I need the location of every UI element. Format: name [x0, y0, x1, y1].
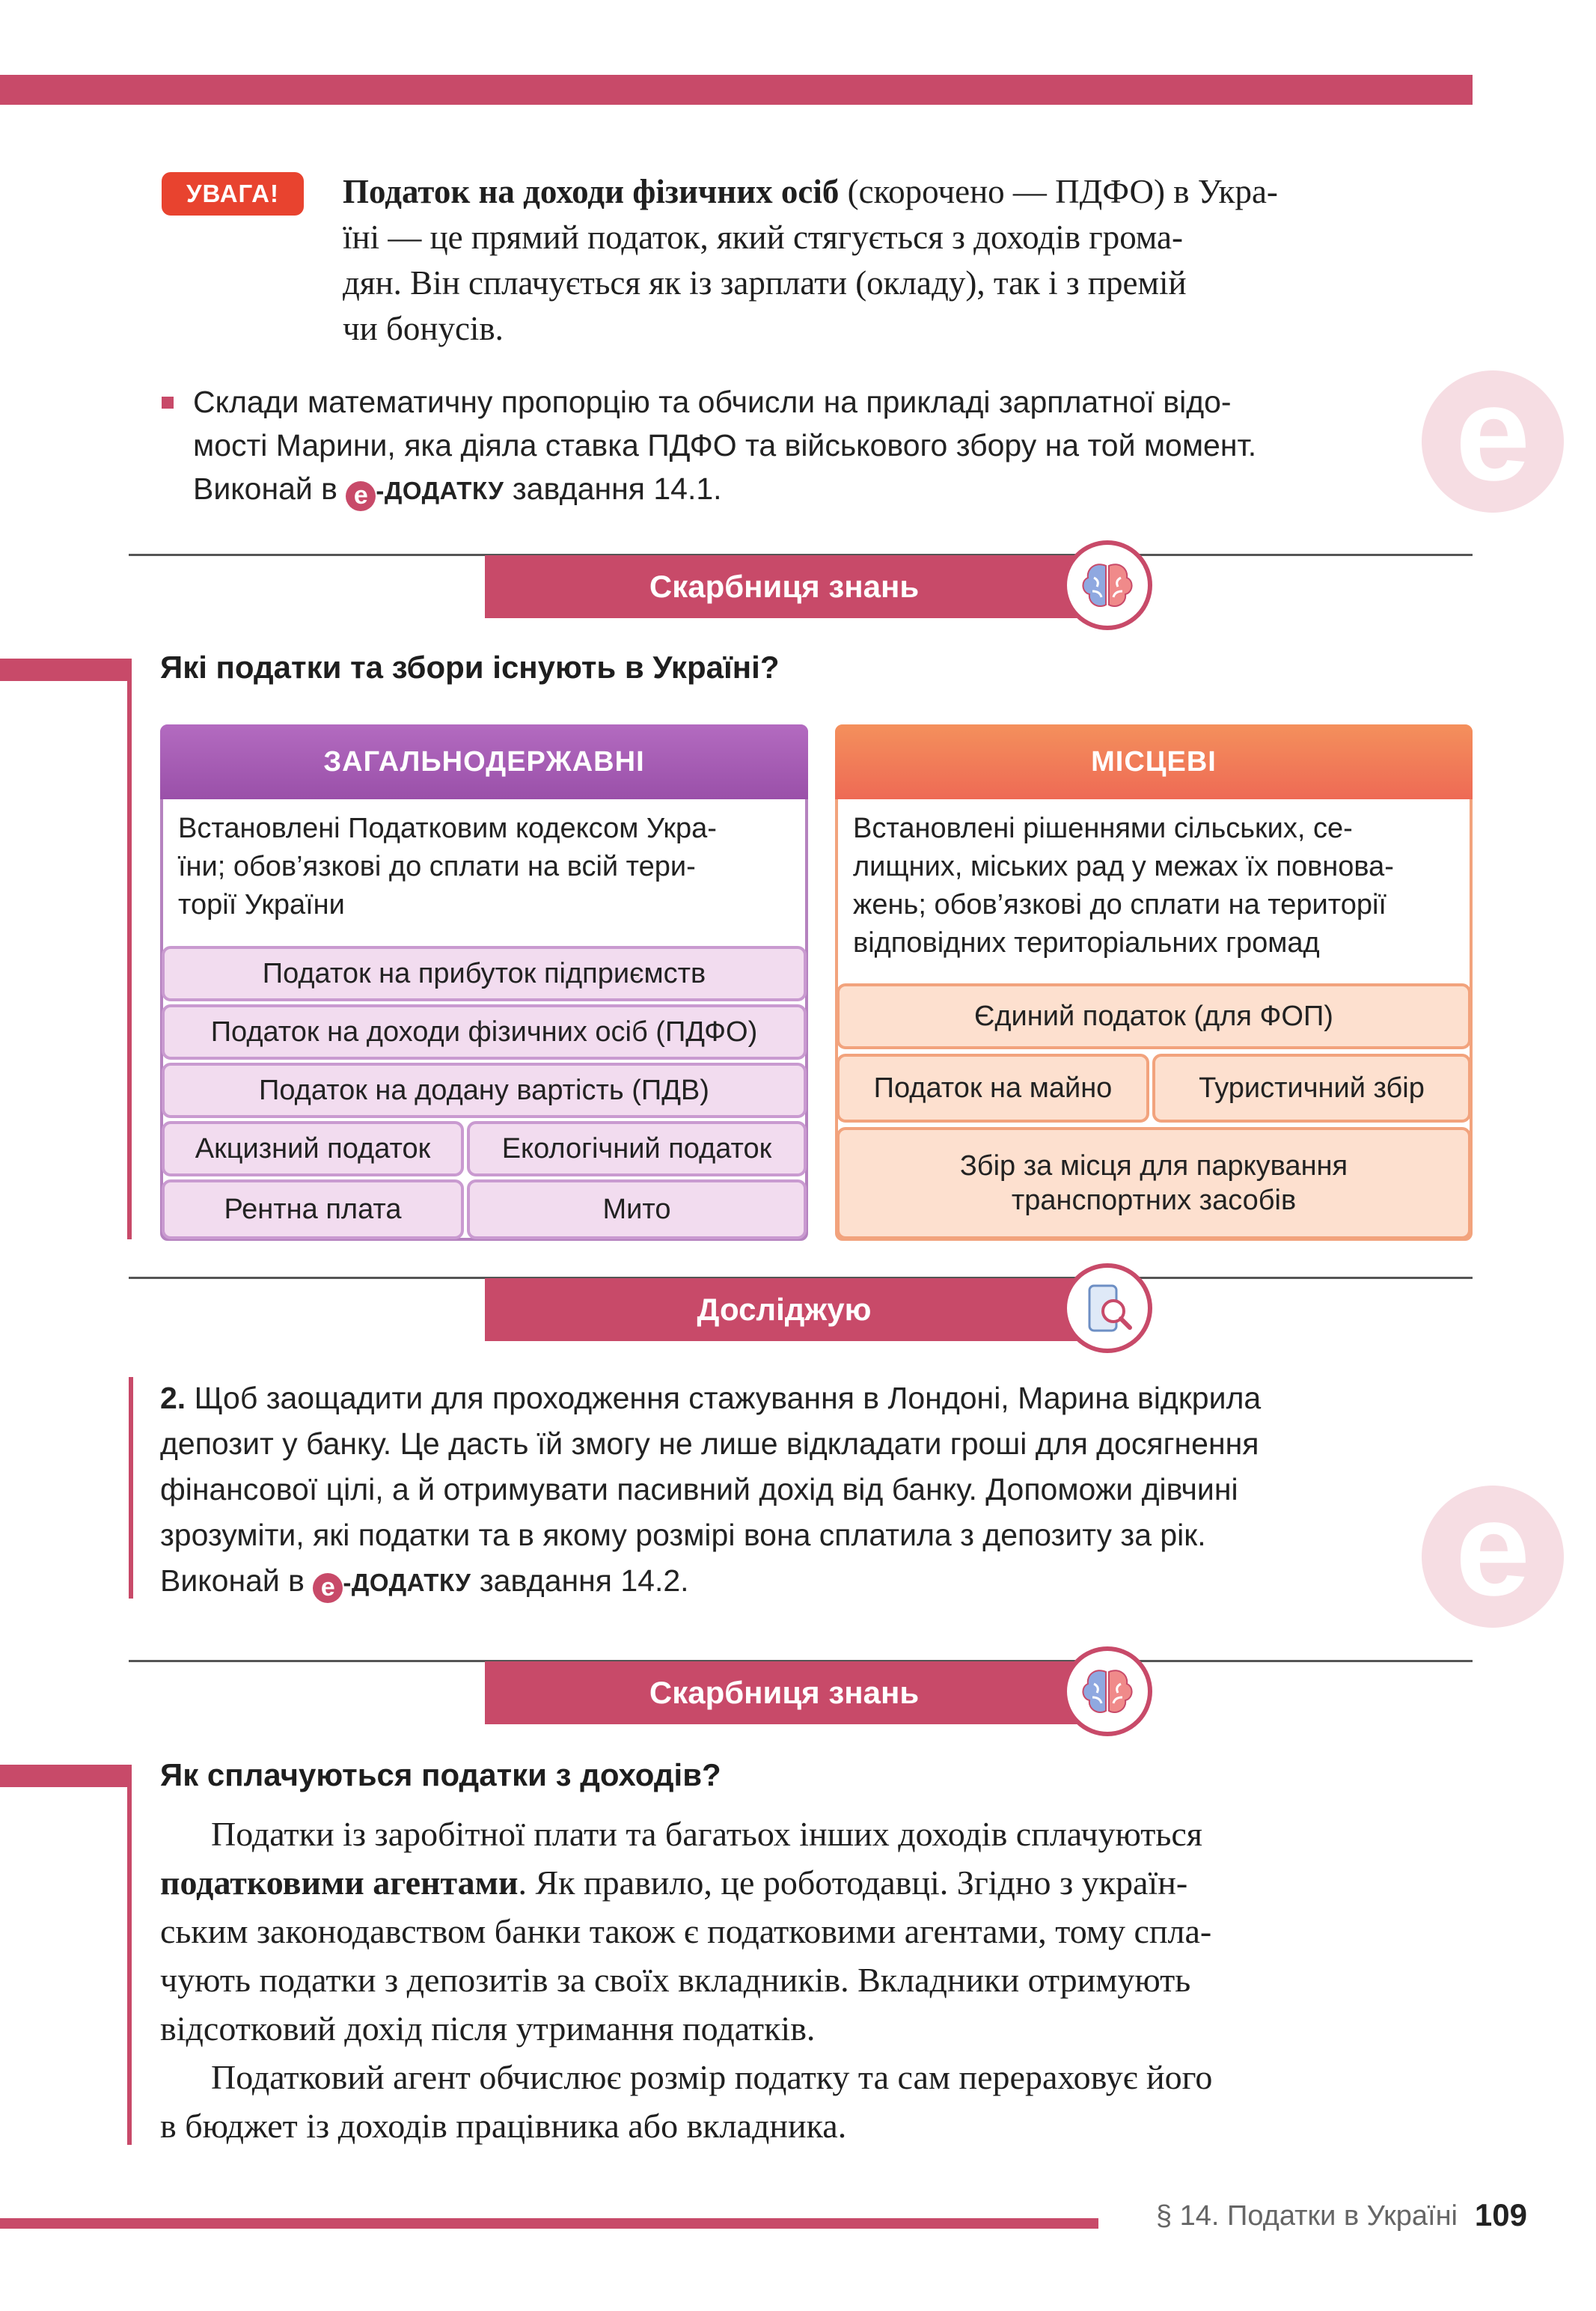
tax-vat: Податок на додану вартість (ПДВ) [162, 1063, 807, 1118]
attention-line4: чи бонусів. [343, 310, 504, 347]
task2-line5: Виконай в e -ДОДАТКУ завдання 14.2. [160, 1563, 689, 1602]
left-tab-marker [0, 659, 127, 681]
task1-line1: Склади математичну пропорцію та обчисли на прикладі зарплатної відо- [193, 385, 1232, 419]
brain-icon [1063, 540, 1152, 630]
attention-badge: УВАГА! [162, 172, 304, 216]
attention-text [343, 169, 1473, 352]
section-title: Досліджую [485, 1278, 1083, 1341]
page-number: 109 [1474, 2197, 1527, 2232]
attention-term: Податок на доходи фізичних осіб [343, 173, 840, 210]
question-heading: Як сплачуються податки з доходів? [160, 1757, 721, 1792]
national-description: Встановлені Податковим кодексом Укра- їни; обов’язкові до сплати на всій тери- торії України [178, 813, 717, 921]
e-addon-icon[interactable]: e [346, 481, 376, 511]
task-left-line [129, 1377, 133, 1599]
national-header: ЗАГАЛЬНОДЕРЖАВНІ [160, 724, 808, 799]
attention-line3: дян. Він сплачується як із зарплати (окладу), так і з премій [343, 264, 1187, 302]
left-vertical-line [127, 659, 132, 1239]
bold-term: податковими агентами [160, 1863, 519, 1902]
phone-search-icon [1063, 1263, 1152, 1353]
tax-single: Єдиний податок (для ФОП) [837, 983, 1471, 1049]
tax-parking: Збір за місця для паркування транспортних засобів [837, 1127, 1471, 1239]
e-addon-link[interactable]: -ДОДАТКУ [343, 1569, 471, 1596]
tax-pdfo: Податок на доходи фізичних осіб (ПДФО) [162, 1004, 807, 1060]
task1-line3: Виконай в e -ДОДАТКУ завдання 14.1. [193, 471, 722, 510]
tax-profit: Податок на прибуток підприємств [162, 946, 807, 1001]
task1-line2: мості Марини, яка діяла ставка ПДФО та військового збору на той момент. [193, 428, 1257, 462]
section-title: Скарбниця знань [485, 1661, 1083, 1724]
brain-icon [1063, 1646, 1152, 1736]
e-addon-icon[interactable]: e [313, 1573, 343, 1603]
tax-tourist: Туристичний збір [1152, 1054, 1471, 1123]
chapter-label: § 14. Податки в Україні [1155, 2200, 1458, 2232]
left-tab-marker [0, 1765, 127, 1787]
attention-line1: (скорочено — ПДФО) в Укра- [839, 173, 1278, 210]
bottom-accent-bar [0, 2218, 1098, 2229]
tax-property: Податок на майно [837, 1054, 1149, 1123]
task-number: 2. [160, 1381, 186, 1415]
section-title: Скарбниця знань [485, 555, 1083, 618]
tax-ecological: Екологічний податок [467, 1121, 807, 1176]
e-watermark-icon: e [1422, 370, 1564, 513]
task1-text [193, 380, 1473, 513]
left-vertical-line [127, 1765, 132, 2145]
tax-duty: Мито [467, 1179, 807, 1239]
tax-rent: Рентна плата [162, 1179, 464, 1239]
body-paragraph: Податки із заробітної плати та багатьох інших доходів сплачуються податковими агентами. Як правило, це роботодавці. Згідно з україн- ським законодавством банки також є податковими агентами, тому спла- чують податки з депозитів за своїх вкладників. Вкладники отримують відсотковий дохід після утримання податків. Податковий агент обчислює розмір податку та сам перераховує його в бюджет із доходів працівника або вкладника. [160, 1815, 1213, 2145]
tax-excise: Акцизний податок [162, 1121, 464, 1176]
local-description: Встановлені рішеннями сільських, се- лищних, міських рад у межах їх повнова- жень; обов’язкові до сплати на території відповідних територіальних громад [853, 813, 1394, 959]
task2-text: 2. Щоб заощадити для проходження стажування в Лондоні, Марина відкрила депозит у банку. Це дасть їй змогу не лише відкладати гроші для досягнення фінансової цілі, а й отримувати пасивний дохід від банку. Допоможи дівчині зрозуміти, які податки та в якому розмірі вона сплатила з депозиту за рік. Виконай в e -ДОДАТКУ завдання 14.2. [160, 1376, 1473, 1605]
question-heading: Які податки та збори існують в Україні? [160, 650, 780, 685]
e-watermark-icon: e [1422, 1486, 1564, 1628]
top-accent-bar [0, 75, 1473, 105]
attention-line2: їні — це прямий податок, який стягується з доходів грома- [343, 219, 1184, 256]
e-addon-link[interactable]: -ДОДАТКУ [376, 477, 504, 504]
local-header: МІСЦЕВІ [835, 724, 1473, 799]
bullet-square-icon [162, 397, 174, 409]
